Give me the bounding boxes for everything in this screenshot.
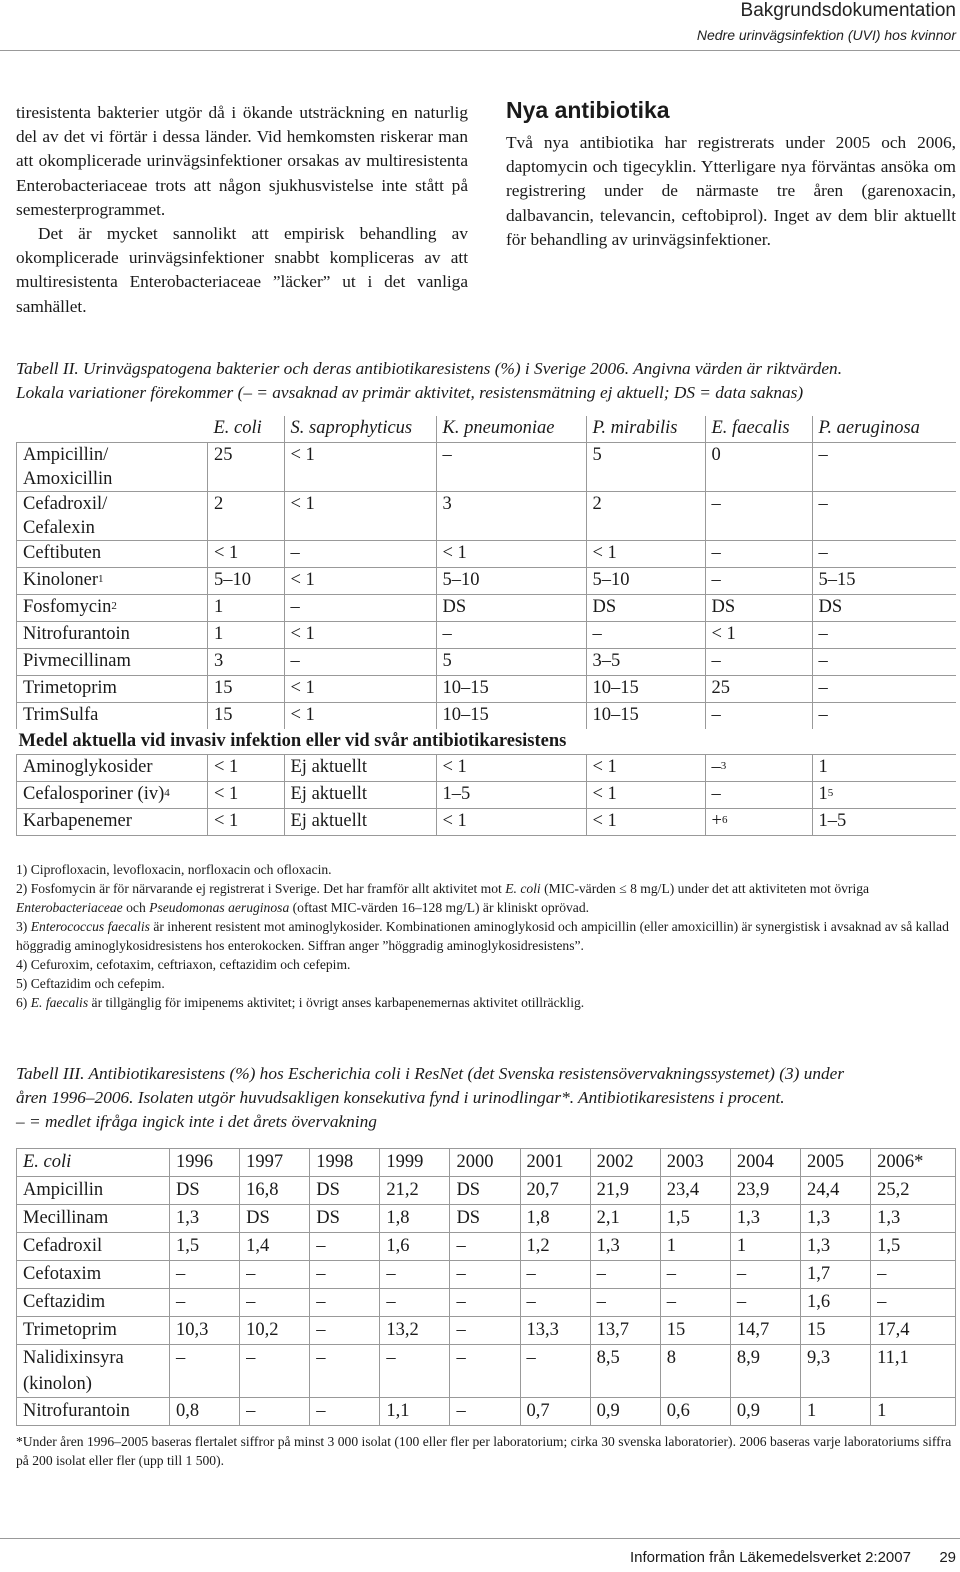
header-cell: P. mirabilis: [586, 416, 705, 443]
footer-divider: [0, 1538, 960, 1539]
table-cell: 23,9: [730, 1177, 800, 1205]
table-cell: 2,1: [590, 1205, 660, 1233]
table-row: [17, 703, 957, 730]
table-cell: –: [730, 1289, 800, 1317]
table-cell: 1: [660, 1233, 730, 1261]
year-header-cell: 2005: [800, 1149, 870, 1177]
table-cell: DS: [705, 595, 812, 622]
year-header-cell: 2004: [730, 1149, 800, 1177]
table-row: [17, 1345, 956, 1398]
table-cell: –: [450, 1261, 520, 1289]
table-cell: 20,7: [520, 1177, 590, 1205]
table-cell: 1–5: [812, 809, 956, 836]
table-cell: 16,8: [240, 1177, 310, 1205]
table-cell: –: [705, 568, 812, 595]
table-cell: < 1: [586, 809, 705, 836]
table-cell: –: [660, 1261, 730, 1289]
table-cell: 1: [730, 1233, 800, 1261]
table-header-row: [17, 1149, 956, 1177]
row-label: Mecillinam: [17, 1205, 170, 1233]
table-cell: –: [705, 782, 812, 809]
table-cell: < 1: [208, 755, 285, 782]
row-label: Trimetoprim: [17, 1317, 170, 1345]
year-header-cell: 2001: [520, 1149, 590, 1177]
table-cell: 1: [208, 595, 285, 622]
table-cell: –: [520, 1345, 590, 1398]
table3-caption-line2: åren 1996–2006. Isolaten utgör huvudsakligen konsekutiva fynd i urinodlingar*. Antibiotikaresistens i procent.: [16, 1088, 785, 1107]
row-label: Fosfomycin$^2$: [17, 595, 208, 622]
table-cell: 2: [586, 492, 705, 541]
table-cell: –: [450, 1317, 520, 1345]
paragraph-2: Det är mycket sannolikt att empirisk behandling av okomplicerade urinvägsinfektioner snabbt kompliceras av att multiresistenta Enterobacteriaceae ”läcker” ut i det vanliga samhället.: [16, 224, 468, 316]
table-cell: –: [812, 492, 956, 541]
row-label: Nitrofurantoin: [17, 1398, 170, 1426]
footer-source: Information från Läkemedelsverket 2:2007: [629, 1549, 911, 1566]
table-cell: –: [240, 1398, 310, 1426]
table-cell: –: [310, 1261, 380, 1289]
table-cell: –: [818, 705, 828, 725]
row-label: [17, 1345, 170, 1398]
table-cell: < 1: [586, 782, 705, 809]
table-cell: –: [705, 492, 812, 541]
table-cell: 1–5: [436, 782, 586, 809]
table-cell: 5–10: [436, 568, 586, 595]
table-cell: 0,6: [660, 1398, 730, 1426]
table-cell: 0,7: [520, 1398, 590, 1426]
table-cell: 10–15: [586, 703, 705, 730]
table-cell: < 1: [284, 492, 436, 541]
paragraph-new-antibiotics: Två nya antibiotika har registrerats under 2005 och 2006, daptomycin och tigecyklin. Ytterligare nya förväntas ansöka om registrering under de närmaste tre åren (garenoxacin, dalbavancin, televancin, ceftobiprol). Inget av dem blir aktuellt för behandling av urinvägsinfektioner.: [506, 133, 956, 249]
table-cell: 1,6: [380, 1233, 450, 1261]
table-cell: –: [705, 703, 812, 730]
table-cell: DS: [240, 1205, 310, 1233]
table-row: [17, 1317, 956, 1345]
table-cell: 1,6: [800, 1289, 870, 1317]
table-cell: DS: [310, 1177, 380, 1205]
table-cell: 25: [208, 443, 285, 492]
table-cell: DS: [436, 595, 586, 622]
header-cell: S. saprophyticus: [284, 416, 436, 443]
table-cell: 8,5: [590, 1345, 660, 1398]
footnote-2: 2) Fosfomycin är för närvarande ej registrerat i Sverige. Det har framför allt aktivitet mot E. coli (MIC-värden ≤ 8 mg/L) under det att aktiviteten mot övriga Enterobacteriaceae och Pseudomonas aeruginosa (oftast MIC-värden 16–128 mg/L) är kliniskt oprövad.: [16, 881, 870, 915]
header-cell: P. aeruginosa: [812, 416, 956, 443]
table-cell: 1,1: [380, 1398, 450, 1426]
row-label: Trimetoprim: [17, 676, 208, 703]
table-cell: 21,2: [380, 1177, 450, 1205]
table-row: [17, 649, 957, 676]
table-row: [17, 568, 957, 595]
left-text-column: [16, 101, 468, 319]
table-cell: Ej aktuellt: [284, 755, 436, 782]
year-header-cell: 1998: [310, 1149, 380, 1177]
table-cell: < 1: [436, 809, 586, 836]
row-label: Aminoglykosider: [17, 755, 208, 782]
table-cell: 10,2: [240, 1317, 310, 1345]
table-cell: –: [170, 1289, 240, 1317]
table-cell: –: [520, 1289, 590, 1317]
table-cell: –: [284, 595, 436, 622]
table2-caption-line2: Lokala variationer förekommer (– = avsaknad av primär aktivitet, resistensmätning ej aktuell; DS = data saknas): [16, 383, 804, 402]
table-cell: 1,3: [170, 1205, 240, 1233]
footnote-6: 6) E. faecalis är tillgänglig för imipenems aktivitet; i övrigt anses karbapenemernas aktivitet otillräcklig.: [16, 995, 585, 1010]
year-header-cell: 1999: [380, 1149, 450, 1177]
row-label-line: (kinolon): [23, 1374, 92, 1394]
table-cell: < 1: [586, 541, 705, 568]
table2-caption-line1: Tabell II. Urinvägspatogena bakterier och deras antibiotikaresistens (%) i Sverige 2006. Angivna värden är riktvärden.: [16, 359, 843, 378]
table-cell: DS: [170, 1177, 240, 1205]
table-cell: DS: [450, 1205, 520, 1233]
table-cell: 1: [800, 1398, 870, 1426]
footnote-3: 3) Enterococcus faecalis är inherent resistent mot aminoglykosider. Kombinationen aminoglykosid och ampicillin (eller amoxicillin) är synergistisk i avsaknad av så kallad höggradig aminoglykosidresistens hos enterokocken. Siffran anger ”höggradig aminoglykosidresistens”.: [16, 919, 949, 953]
table-header-row: [17, 416, 957, 443]
table-cell: 0,8: [170, 1398, 240, 1426]
table-cell: 25: [705, 676, 812, 703]
table3-footnote: *Under åren 1996–2005 baseras flertalet siffror på minst 3 000 isolat (100 eller fler per laboratorium; cirka 30 svenska laboratorier). 2006 baseras varje laboratoriums siffra på 200 isolat eller fler (upp till 1 500).: [16, 1434, 952, 1468]
table-cell: Ej aktuellt: [284, 782, 436, 809]
table2-caption: [16, 357, 956, 405]
table-cell: DS: [450, 1177, 520, 1205]
table-cell: < 1: [284, 622, 436, 649]
table-cell: –: [380, 1261, 450, 1289]
table-row: [17, 1289, 956, 1317]
table-row: [17, 676, 957, 703]
table-cell: –: [705, 649, 812, 676]
table-cell: –: [520, 1261, 590, 1289]
table-cell: $1^5$: [812, 782, 956, 809]
header-label-cell: E. coli: [17, 1149, 170, 1177]
table3-ecoli-resistance-table: [16, 1148, 956, 1426]
table-cell: 0,9: [590, 1398, 660, 1426]
table-row: [17, 1177, 956, 1205]
table-cell: < 1: [705, 622, 812, 649]
table2-footnotes: [16, 860, 958, 1012]
table-cell: 10–15: [436, 703, 586, 730]
table-row: [17, 492, 957, 541]
table3-caption-line3: – = medlet ifråga ingick inte i det årets övervakning: [16, 1112, 377, 1131]
row-label: Cefotaxim: [17, 1261, 170, 1289]
table-cell: 1,7: [800, 1261, 870, 1289]
table-cell: < 1: [284, 443, 436, 492]
table-cell: 1,3: [730, 1205, 800, 1233]
table-cell: –: [310, 1345, 380, 1398]
table-cell: –: [705, 541, 812, 568]
table-cell: –: [450, 1289, 520, 1317]
table-cell: 15: [800, 1317, 870, 1345]
row-label: Cefadroxil/ Cefalexin: [17, 492, 208, 541]
table-cell: 3: [208, 649, 285, 676]
table-row: [17, 1261, 956, 1289]
table-cell: –: [310, 1289, 380, 1317]
table-cell: 8,9: [730, 1345, 800, 1398]
year-header-cell: 2003: [660, 1149, 730, 1177]
table-cell: 23,4: [660, 1177, 730, 1205]
row-label: TrimSulfa: [17, 703, 208, 730]
footnote-5: 5) Ceftazidim och cefepim.: [16, 976, 165, 991]
table-cell: < 1: [208, 541, 285, 568]
table-cell: –: [812, 622, 956, 649]
table2-resistance-table: [16, 416, 956, 836]
table-cell: –: [170, 1261, 240, 1289]
row-label: Cefalosporiner (iv)$^4$: [17, 782, 208, 809]
table-cell: 24,4: [800, 1177, 870, 1205]
table-cell: –: [812, 541, 956, 568]
row-label: Cefadroxil: [17, 1233, 170, 1261]
table-cell: –: [586, 622, 705, 649]
table-cell: < 1: [208, 782, 285, 809]
table-row: [17, 1233, 956, 1261]
table-cell: < 1: [284, 568, 436, 595]
page-number: 29: [939, 1549, 956, 1566]
table-cell: –: [730, 1261, 800, 1289]
table-cell: +$^6$: [705, 809, 812, 836]
table-cell: 1,8: [380, 1205, 450, 1233]
table-cell: 2: [208, 492, 285, 541]
table-cell: 1,8: [520, 1205, 590, 1233]
table-cell: 15: [208, 676, 285, 703]
table-cell: 1,3: [871, 1205, 956, 1233]
row-label: Ampicillin/ Amoxicillin: [17, 443, 208, 492]
table-cell: 10–15: [586, 676, 705, 703]
table-cell: < 1: [284, 703, 436, 730]
table-cell: 8: [660, 1345, 730, 1398]
year-header-cell: 2002: [590, 1149, 660, 1177]
table-cell: –: [310, 1317, 380, 1345]
table-cell: 25,2: [871, 1177, 956, 1205]
table-cell: 1,3: [590, 1233, 660, 1261]
table-cell: –: [812, 676, 956, 703]
table-cell: –: [450, 1233, 520, 1261]
table-cell: –: [284, 649, 436, 676]
table-cell: < 1: [436, 755, 586, 782]
table-cell: –: [590, 1261, 660, 1289]
table-cell: –: [660, 1289, 730, 1317]
table-cell: 10,3: [170, 1317, 240, 1345]
table-cell: 1: [871, 1398, 956, 1426]
table-cell: < 1: [586, 755, 705, 782]
table-cell: < 1: [436, 541, 586, 568]
table-cell: 15: [660, 1317, 730, 1345]
table-cell: 13,2: [380, 1317, 450, 1345]
year-header-cell: 2006*: [871, 1149, 956, 1177]
right-text-column: [506, 96, 956, 252]
header-cell: E. faecalis: [705, 416, 812, 443]
table-cell: –: [310, 1398, 380, 1426]
table-cell: DS: [310, 1205, 380, 1233]
section-heading: Nya antibiotika: [506, 97, 670, 123]
year-header-cell: 1997: [240, 1149, 310, 1177]
footnote-4: 4) Cefuroxim, cefotaxim, ceftriaxon, ceftazidim och cefepim.: [16, 957, 351, 972]
table-cell: 14,7: [730, 1317, 800, 1345]
page-footer: [630, 1549, 956, 1566]
table-cell: 13,7: [590, 1317, 660, 1345]
row-label: Ceftazidim: [17, 1289, 170, 1317]
header-cell: E. coli: [208, 416, 285, 443]
table-cell: 1: [208, 622, 285, 649]
table-cell: –: [812, 649, 956, 676]
table-cell: 5–10: [586, 568, 705, 595]
row-label: Karbapenemer: [17, 809, 208, 836]
table-cell: –: [240, 1261, 310, 1289]
table-cell: 0,9: [730, 1398, 800, 1426]
table-cell: –: [871, 1261, 956, 1289]
table-cell: –: [871, 1289, 956, 1317]
table-cell: 13,3: [520, 1317, 590, 1345]
table-section-row: [17, 729, 957, 755]
table-cell: 10–15: [436, 676, 586, 703]
table-cell: 21,9: [590, 1177, 660, 1205]
table-cell: –$^3$: [705, 755, 812, 782]
table-cell: 1,3: [800, 1205, 870, 1233]
table-cell: 11,1: [871, 1345, 956, 1398]
table-cell: 3: [436, 492, 586, 541]
table-row: [17, 755, 957, 782]
table-cell: DS: [812, 595, 956, 622]
table-cell: –: [380, 1345, 450, 1398]
table-cell: Ej aktuellt: [284, 809, 436, 836]
table-cell: –: [450, 1345, 520, 1398]
table-cell: 0: [705, 443, 812, 492]
table-cell: DS: [586, 595, 705, 622]
row-label: Ceftibuten: [17, 541, 208, 568]
table-cell: 1,5: [170, 1233, 240, 1261]
table-cell: 15: [208, 703, 285, 730]
table-cell: –: [450, 1398, 520, 1426]
table-cell: 1,4: [240, 1233, 310, 1261]
table-row: [17, 622, 957, 649]
year-header-cell: 1996: [170, 1149, 240, 1177]
table-row: [17, 443, 957, 492]
table3-caption: [16, 1062, 956, 1134]
table-cell: 1,5: [660, 1205, 730, 1233]
table-cell: 5: [436, 649, 586, 676]
row-label: Ampicillin: [17, 1177, 170, 1205]
header-divider: [0, 50, 960, 51]
header-empty-cell: [17, 416, 208, 443]
table-row: [17, 1398, 956, 1426]
table-cell: 5–10: [208, 568, 285, 595]
row-label: Nitrofurantoin: [17, 622, 208, 649]
table-cell: 1,5: [871, 1233, 956, 1261]
table-cell: 1: [812, 755, 956, 782]
header-cell: K. pneumoniae: [436, 416, 586, 443]
table-cell: –: [170, 1345, 240, 1398]
table-row: [17, 809, 957, 836]
table-cell: 9,3: [800, 1345, 870, 1398]
table-cell: 5: [586, 443, 705, 492]
table-cell: –: [240, 1289, 310, 1317]
table-cell: –: [310, 1233, 380, 1261]
footnote-1: 1) Ciprofloxacin, levofloxacin, norfloxacin och ofloxacin.: [16, 862, 332, 877]
table-cell: –: [590, 1289, 660, 1317]
table-cell: –: [380, 1289, 450, 1317]
paragraph-1: tiresistenta bakterier utgör då i ökande utsträckning en naturlig del av det vi förtär i dessa länder. Vid hemkomsten riskerar man att okomplicerade urinvägsinfektioner orsakas av multiresistenta Enterobacteriaceae trots att någon sjukhusvistelse inte stått på semesterprogrammet.: [16, 103, 468, 219]
table-row: [17, 1205, 956, 1233]
table-cell: < 1: [284, 676, 436, 703]
document-subtitle: Nedre urinvägsinfektion (UVI) hos kvinnor: [696, 27, 956, 43]
table-cell: –: [436, 443, 586, 492]
table-cell: 1,2: [520, 1233, 590, 1261]
row-label: Kinoloner$^1$: [17, 568, 208, 595]
table-row: [17, 541, 957, 568]
document-section-title: Bakgrundsdokumentation: [740, 0, 956, 21]
table-cell: 5–15: [812, 568, 956, 595]
table-cell: 17,4: [871, 1317, 956, 1345]
row-label-line: Nalidixinsyra: [23, 1348, 124, 1368]
table-cell: 3–5: [586, 649, 705, 676]
table-cell: –: [812, 443, 956, 492]
row-label: Pivmecillinam: [17, 649, 208, 676]
table-cell: 1,3: [800, 1233, 870, 1261]
table-cell: < 1: [208, 809, 285, 836]
table-row: [17, 782, 957, 809]
table-cell: –: [436, 622, 586, 649]
table-section-label: Medel aktuella vid invasiv infektion eller vid svår antibiotikaresistens: [17, 729, 957, 755]
table-row: [17, 595, 957, 622]
table-cell: –: [240, 1345, 310, 1398]
table3-caption-line1: Tabell III. Antibiotikaresistens (%) hos Escherichia coli i ResNet (det Svenska resistensövervakningssystemet) (3) under: [16, 1064, 845, 1083]
year-header-cell: 2000: [450, 1149, 520, 1177]
table-cell: –: [284, 541, 436, 568]
